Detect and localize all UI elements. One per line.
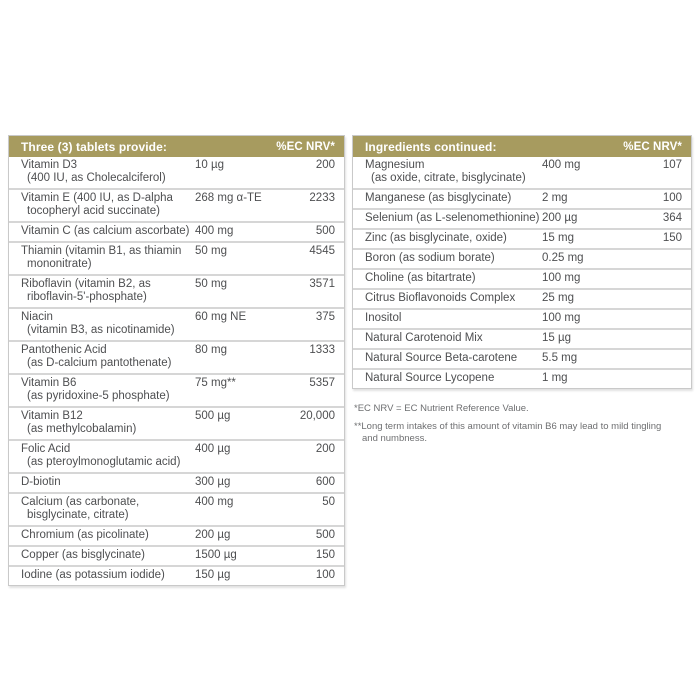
ingredient-amount: 200 µg bbox=[542, 212, 578, 224]
table-row bbox=[353, 208, 691, 228]
ingredient-name: Vitamin B6 (as pyridoxine-5 phosphate) bbox=[21, 377, 170, 402]
ingredient-amount: 1500 µg bbox=[195, 549, 237, 561]
ingredient-name: Folic Acid (as pteroylmonoglutamic acid) bbox=[21, 443, 181, 468]
ingredient-amount: 500 µg bbox=[195, 410, 231, 422]
table-row bbox=[353, 308, 691, 328]
supplement-facts-table-left bbox=[8, 135, 345, 586]
table-row bbox=[9, 221, 344, 241]
ingredient-nrv: 600 bbox=[315, 476, 335, 488]
table-row bbox=[353, 228, 691, 248]
ingredient-amount: 300 µg bbox=[195, 476, 231, 488]
ingredient-name: Natural Source Lycopene bbox=[365, 372, 495, 384]
ingredient-name: Pantothenic Acid (as D-calcium pantothenate) bbox=[21, 344, 172, 369]
table-row bbox=[353, 288, 691, 308]
ingredient-nrv: 200 bbox=[315, 159, 335, 171]
ingredient-amount: 150 µg bbox=[195, 569, 231, 581]
ingredient-name: Vitamin D3 (400 IU, as Cholecalciferol) bbox=[21, 159, 166, 184]
table-rows-right bbox=[353, 157, 691, 388]
ingredient-name: Copper (as bisglycinate) bbox=[21, 549, 146, 561]
supplement-facts-table-right bbox=[352, 135, 692, 389]
ingredient-nrv: 150 bbox=[315, 549, 335, 561]
supplement-facts-panel-left bbox=[8, 135, 345, 586]
ingredient-name: Chromium (as picolinate) bbox=[21, 529, 149, 541]
ingredient-name: Vitamin E (400 IU, as D-alpha tocopheryl acid succinate) bbox=[21, 192, 173, 217]
table-row bbox=[9, 439, 344, 472]
ingredient-nrv: 364 bbox=[662, 212, 682, 224]
ingredient-nrv: 1333 bbox=[309, 344, 335, 356]
ingredient-amount: 2 mg bbox=[542, 192, 568, 204]
ingredient-amount: 15 mg bbox=[542, 232, 574, 244]
nrv-column-header-left: %EC NRV* bbox=[276, 140, 335, 153]
ingredient-amount: 0.25 mg bbox=[542, 252, 584, 264]
table-row bbox=[353, 328, 691, 348]
ingredient-amount: 80 mg bbox=[195, 344, 227, 356]
table-row bbox=[9, 274, 344, 307]
footnote-b6-line1: **Long term intakes of this amount of vitamin B6 may lead to mild tingling bbox=[354, 421, 662, 432]
ingredient-nrv: 100 bbox=[315, 569, 335, 581]
ingredient-amount: 400 µg bbox=[195, 443, 231, 455]
ingredient-name: Citrus Bioflavonoids Complex bbox=[365, 292, 516, 304]
table-row bbox=[9, 340, 344, 373]
ingredient-nrv: 2233 bbox=[309, 192, 335, 204]
ingredient-name: Natural Carotenoid Mix bbox=[365, 332, 483, 344]
supplement-facts-panel-right bbox=[352, 135, 692, 445]
ingredient-amount: 1 mg bbox=[542, 372, 568, 384]
table-row bbox=[9, 545, 344, 565]
footnotes bbox=[352, 403, 692, 445]
footnote-b6-line2: and numbness. bbox=[362, 433, 427, 444]
ingredient-nrv: 20,000 bbox=[299, 410, 335, 422]
ingredient-nrv: 100 bbox=[662, 192, 682, 204]
table-row bbox=[9, 525, 344, 545]
table-row bbox=[9, 373, 344, 406]
ingredient-nrv: 4545 bbox=[309, 245, 335, 257]
table-row bbox=[9, 565, 344, 585]
ingredient-name: Boron (as sodium borate) bbox=[365, 252, 495, 264]
table-title-right: Ingredients continued: bbox=[365, 139, 497, 154]
ingredient-name: Iodine (as potassium iodide) bbox=[21, 569, 165, 581]
ingredient-nrv: 3571 bbox=[309, 278, 335, 290]
table-row bbox=[9, 241, 344, 274]
ingredient-nrv: 200 bbox=[315, 443, 335, 455]
ingredient-amount: 50 mg bbox=[195, 245, 227, 257]
ingredient-amount: 268 mg α-TE bbox=[195, 192, 262, 204]
nrv-column-header-right: %EC NRV* bbox=[623, 140, 682, 153]
ingredient-name: Thiamin (vitamin B1, as thiamin mononitrate) bbox=[21, 245, 182, 270]
table-row bbox=[9, 492, 344, 525]
ingredient-amount: 400 mg bbox=[195, 225, 234, 237]
ingredient-name: Zinc (as bisglycinate, oxide) bbox=[365, 232, 507, 244]
ingredient-nrv: 500 bbox=[315, 529, 335, 541]
ingredient-name: Inositol bbox=[365, 312, 402, 324]
ingredient-amount: 25 mg bbox=[542, 292, 574, 304]
ingredient-name: Calcium (as carbonate, bisglycinate, citrate) bbox=[21, 496, 140, 521]
ingredient-amount: 10 µg bbox=[195, 159, 225, 171]
table-row bbox=[353, 248, 691, 268]
table-row bbox=[353, 368, 691, 388]
ingredient-nrv: 50 bbox=[322, 496, 335, 508]
ingredient-amount: 100 mg bbox=[542, 272, 581, 284]
ingredient-name: Vitamin C (as calcium ascorbate) bbox=[21, 225, 190, 237]
ingredient-nrv: 500 bbox=[315, 225, 335, 237]
ingredient-amount: 15 µg bbox=[542, 332, 572, 344]
table-rows-left bbox=[9, 157, 344, 585]
ingredient-nrv: 5357 bbox=[309, 377, 335, 389]
table-header-left bbox=[9, 136, 344, 157]
ingredient-name: Natural Source Beta-carotene bbox=[365, 352, 518, 364]
ingredient-amount: 400 mg bbox=[542, 159, 581, 171]
table-row bbox=[353, 348, 691, 368]
table-row bbox=[353, 268, 691, 288]
ingredient-name: Vitamin B12 (as methylcobalamin) bbox=[21, 410, 137, 435]
ingredient-amount: 60 mg NE bbox=[195, 311, 247, 323]
ingredient-name: Selenium (as L-selenomethionine) bbox=[365, 212, 540, 224]
ingredient-amount: 400 mg bbox=[195, 496, 234, 508]
ingredient-amount: 50 mg bbox=[195, 278, 227, 290]
ingredient-name: Manganese (as bisglycinate) bbox=[365, 192, 512, 204]
table-row bbox=[353, 157, 691, 188]
ingredient-nrv: 107 bbox=[662, 159, 682, 171]
ingredient-amount: 200 µg bbox=[195, 529, 231, 541]
ingredient-nrv: 375 bbox=[315, 311, 335, 323]
footnote-nrv-definition: *EC NRV = EC Nutrient Reference Value. bbox=[354, 403, 529, 414]
table-row bbox=[9, 406, 344, 439]
ingredient-name: D-biotin bbox=[21, 476, 61, 488]
ingredient-name: Magnesium (as oxide, citrate, bisglycinate) bbox=[365, 159, 526, 184]
table-row bbox=[9, 472, 344, 492]
footnote-vitamin-b6-warning bbox=[354, 421, 692, 445]
table-row bbox=[9, 188, 344, 221]
ingredient-amount: 5.5 mg bbox=[542, 352, 578, 364]
ingredient-name: Niacin (vitamin B3, as nicotinamide) bbox=[21, 311, 175, 336]
ingredient-name: Riboflavin (vitamin B2, as riboflavin-5'-phosphate) bbox=[21, 278, 151, 303]
ingredient-name: Choline (as bitartrate) bbox=[365, 272, 476, 284]
table-row bbox=[9, 157, 344, 188]
ingredient-amount: 75 mg** bbox=[195, 377, 236, 389]
table-header-right bbox=[353, 136, 691, 157]
table-row bbox=[9, 307, 344, 340]
table-row bbox=[353, 188, 691, 208]
table-title-left: Three (3) tablets provide: bbox=[21, 139, 167, 154]
ingredient-nrv: 150 bbox=[662, 232, 682, 244]
ingredient-amount: 100 mg bbox=[542, 312, 581, 324]
